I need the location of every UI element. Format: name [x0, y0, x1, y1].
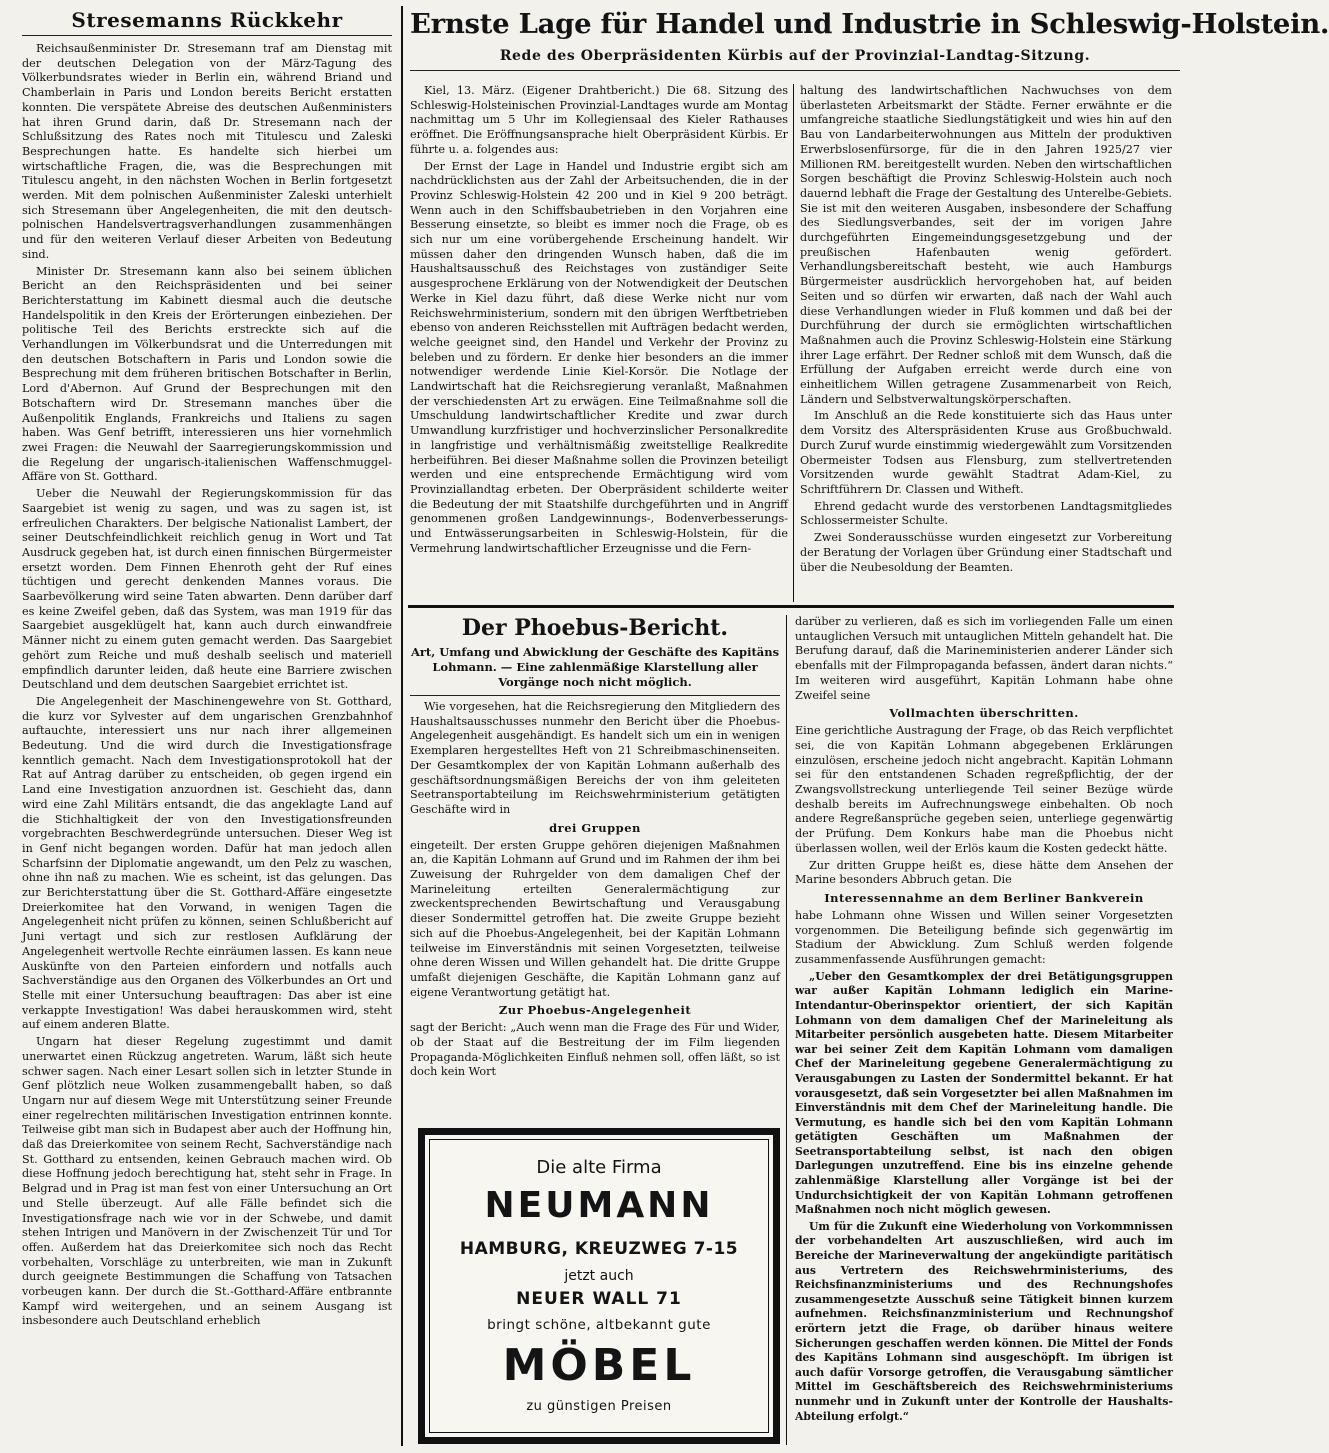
article-phoebus-continued [795, 615, 1173, 1445]
paragraph: Reichsaußenminister Dr. Stresemann traf am Dienstag mit der deutschen Delegation von der März-Tagung des Völkerbundsrates wieder in Berlin ein, während Briand und Chamberlain in Paris und London bereits Bericht erstatten konnten. Die verspätete Abreise des deutschen Außenministers hat ihren Grund darin, daß Dr. Stresemann nach der Schlußsitzung des Rates noch mit Titulescu und Zaleski Besprechungen hatte. Es handelte sich hierbei um wirtschaftliche Fragen, die, was die Besprechungen mit Titulescu angeht, in den nächsten Wochen in Berlin fortgesetzt werden. Mit dem polnischen Außenminister Zaleski unterhielt sich Stresemann über Angelegenheiten, die mit den deutsch-polnischen Handelsvertragsverhandlungen zusammenhängen und für den weiteren Verlauf dieser Arbeiten von Bedeutung sind. [22, 42, 392, 261]
paragraph: sagt der Bericht: „Auch wenn man die Frage des Für und Wider, ob der Staat auf die Bestreitung der im Film liegenden Propaganda-Möglichkeiten Einfluß nehmen soll, offen läßt, so ist doch kein Wort [410, 1021, 780, 1079]
paragraph: habe Lohmann ohne Wissen und Willen seiner Vorgesetzten vorgenommen. Die Beteiligung befinde sich gegenwärtig im Stadium der Abwicklung. Zum Schluß werden folgende zusammenfassende Ausführungen gemacht: [795, 908, 1173, 967]
paragraph: darüber zu verlieren, daß es sich im vorliegenden Falle um einen untauglichen Versuch mit untauglichen Mitteln gehandelt hat. Die Berufung darauf, daß die Marineministerien anderer Länder sich ebenfalls mit der Filmpropaganda befassen, ändert daran nichts.“ Im weiteren wird ausgeführt, Kapitän Lohmann habe ohne Zweifel seine [795, 615, 1173, 702]
paragraph: Zur dritten Gruppe heißt es, diese hätte dem Ansehen der Marine besonders Abbruch getan. Die [795, 858, 1173, 887]
paragraph: Wie vorgesehen, hat die Reichsregierung den Mitgliedern des Haushaltsausschusses nunmehr den Bericht über die Phoebus-Angelegenheit ausgehändigt. Es handelt sich um ein in wenigen Exemplaren hergestelltes Heft von 21 Schreibmaschinenseiten. Der Gesamtkomplex der von Kapitän Lohmann außerhalb des geschäftsordnungsmäßigen Bereichs der von ihm geleiteten Seetransportabteilung im Reichswehrministerium getätigten Geschäfte wird in [410, 700, 780, 816]
paragraph: Zwei Sonderausschüsse wurden eingesetzt zur Vorbereitung der Beratung der Vorlagen über Gründung einer Stadtschaft und über die Neubesoldung der Beamten. [800, 531, 1172, 574]
paragraph: Eine gerichtliche Austragung der Frage, ob das Reich verpflichtet sei, die von Kapitän Lohmann abgegebenen Erklärungen einzulösen, erscheine jedoch nicht angebracht. Kapitän Lohmann sei für den entstandenen Schaden regreßpflichtig, der der Zwangsvollstreckung unterliegende Teil seiner Bezüge würde deshalb bereits im Aufrechnungswege einbehalten. Ob noch andere Regreßansprüche gegeben seien, unterliege gegenwärtig der Prüfung. Dem Konkurs habe man die Phoebus nicht überlassen wollen, weil der Erlös kaum die Kosten gedeckt hätte. [795, 724, 1173, 855]
paragraph: Der Ernst der Lage in Handel und Industrie ergibt sich am nachdrücklichsten aus der Zahl der Arbeitsuchenden, die in der Provinz Schleswig-Holstein 42 200 und in Kiel 9 200 beträgt. Wenn auch in den Schiffsbaubetrieben in den Vorjahren eine Besserung einsetzte, so bleibt es immer noch die Frage, ob es sich nur um eine vorübergehende Erscheinung handelt. Wir müssen daher den dringenden Wunsch haben, daß die im Haushaltsausschuß des Reichstages von zuständiger Seite ausgesprochene Erklärung von der Notwendigkeit der Deutschen Werke in Kiel dazu führt, daß diese Werke nicht nur vom Reichswehrministerium, sondern mit den übrigen Werftbetrieben ebenso von anderen Reichsstellen mit Aufträgen bedacht werden, welche geeignet sind, den Handel und Verkehr der Provinz zu beleben und zu fördern. Er denke hier besonders an die immer notwendiger werdende Linie Kiel-Korsör. Die Notlage der Landwirtschaft hat die Reichsregierung veranlaßt, Maßnahmen der verschiedensten Art zu erwägen. Eine Teilmaßnahme soll die Umschuldung landwirtschaftlicher Kredite und zwar durch Umwandlung kurzfristiger und hochverzinslicher Personalkredite in langfristige und verhältnismäßig zweitstellige Realkredite herbeiführen. Bei dieser Maßnahme sollen die Provinzen beteiligt werden und eine entsprechende Ermächtigung wird vom Provinziallandtag erbeten. Der Oberpräsident schilderte weiter die Bedeutung der mit Staatshilfe durchgeführten und in Angriff genommenen großen Landgewinnungs-, Bodenverbesserungs- und Entwässerungsarbeiten in Schleswig-Holstein, für die Vermehrung landwirtschaftlicher Erzeugnisse und die Fern- [410, 159, 788, 555]
column-divider [793, 84, 794, 602]
subheading: Zur Phoebus-Angelegenheit [498, 1003, 692, 1018]
quote-paragraph: „Ueber den Gesamtkomplex der drei Betätigungsgruppen war außer Kapitän Lohmann lediglich ein Marine-Intendantur-Oberinspektor orientiert, der sich Kapitän Lohmann von dem damaligen Chef der Marineleitung als Mitarbeiter persönlich ausgebeten hatte. Diesem Mitarbeiter war bei seiner Zeit dem Kapitän Lohmann vom damaligen Chef der Marineleitung gegebene Generalermächtigung zu Verausgabungen zu Lasten der Sondermittel bekannt. Er hat vorausgesetzt, daß sein Vorgesetzter bei allen Maßnahmen im Einverständnis mit dem Chef der Marineleitung handle. Die Vermutung, es handle sich bei den vom Kapitän Lohmann getätigten Geschäften um Maßnahmen der Seetransportabteilung selbst, ist nach den obigen Darlegungen unzutreffend. Eine bis ins einzelne gehende zahlenmäßige Klarstellung aller Vorgänge ist bei der Undurchsichtigkeit der von Kapitän Lohmann getroffenen Maßnahmen noch nicht möglich gewesen. [795, 969, 1173, 1217]
article-stresemann [22, 8, 392, 1448]
article-title: Stresemanns Rückkehr [22, 8, 392, 36]
ad-line: jetzt auch [564, 1268, 634, 1284]
ad-line: Die alte Firma [536, 1157, 662, 1178]
article-body [410, 700, 780, 1100]
main-headline: Ernste Lage für Handel und Industrie in Schleswig-Holstein. [410, 8, 1329, 40]
subheading: Interessennahme an dem Berliner Bankverein [824, 890, 1144, 905]
subheading: Vollmachten überschritten. [889, 706, 1079, 721]
section-divider [408, 605, 1174, 608]
ad-product: MÖBEL [502, 1340, 696, 1391]
paragraph: Ehrend gedacht wurde des verstorbenen Landtagsmitgliedes Schlossermeister Schulte. [800, 499, 1172, 528]
article-title: Der Phoebus-Bericht. [461, 615, 729, 641]
paragraph: Ueber die Neuwahl der Regierungskommission für das Saargebiet ist wenig zu sagen, und was zu sagen ist, ist erfreulichen Charakters. Der belgische Nationalist Lambert, der seiner Deutschfeindlichkeit reichlich genug in Wort und Tat Ausdruck gegeben hat, ist durch einen finnischen Bürgermeister ersetzt worden. Dem Finnen Ehenroth geht der Ruf eines tüchtigen und gerecht denkenden Mannes voraus. Die Saarbevölkerung wird seine Taten abwarten. Denn darüber darf es keine Zweifel geben, daß das System, was man 1919 für das Saargebiet ausgeklügelt hat, kann auch durch einwandfreie Männer nicht zu einem guten gemacht werden. Das Saargebiet gehört zum Reiche und muß deshalb seelisch und materiell empfindlich darunter leiden, daß heute eine Barriere zwischen Deutschland und dem deutschen Saargebiet errichtet ist. [22, 487, 392, 692]
ad-address-2: NEUER WALL 71 [516, 1289, 682, 1309]
quote-paragraph: Um für die Zukunft eine Wiederholung von Vorkommnissen der vorbehandelten Art auszuschließen, wird auch im Bereiche der Marineverwaltung der angekündigte paritätisch aus Vertretern des Reichswehrministeriums, des Reichsfinanzministeriums und des Rechnungshofes zusammengesetzte Ausschuß seine Tätigkeit binnen kurzem aufnehmen. Reichsfinanzministerium und Rechnungshof erörtern jetzt die Frage, ob darüber hinaus weitere Sicherungen geschaffen werden können. Die Mittel der Fonds des Kapitäns Lohmann sind ausgeschöpft. Im übrigen ist auch dafür Vorsorge getroffen, die Verausgabung sämtlicher Mittel im Geschäftsbereich des Reichswehrministeriums nunmehr und in Zukunft unter der Kontrolle der Haushalts-Abteilung erfolgt.“ [795, 1219, 1173, 1423]
ad-line: zu günstigen Preisen [526, 1399, 672, 1414]
paragraph: Kiel, 13. März. (Eigener Drahtbericht.) Die 68. Sitzung des Schleswig-Holsteinischen Provinzial-Landtages wurde am Montag nachmittag um 5 Uhr im Kollegiensaal des Kieler Rathauses eröffnet. Die Eröffnungsansprache hielt Oberpräsident Kürbis. Er führte u. a. folgendes aus: [410, 84, 788, 156]
ad-line: bringt schöne, altbekannt gute [487, 1317, 711, 1333]
main-article-column-a [410, 84, 788, 602]
main-article-column-b [800, 84, 1172, 602]
paragraph: Ungarn hat dieser Regelung zugestimmt und damit unerwartet einen Rückzug angetreten. Warum, läßt sich heute schwer sagen. Nach einer Lesart sollen sich in letzter Stunde in Genf plötzlich neue Wolken zusammengeballt haben, so daß Ungarn nur auf diesem Wege mit Unterstützung seiner Freunde einer regelrechten militärischen Investigation entrinnen konnte. Teilweise gibt man sich in Budapest aber auch der Hoffnung hin, daß das Dreierkomitee von seinem Recht, Sachverständige nach St. Gotthard zu entsenden, keinen Gebrauch machen wird. Ob diese Hoffnung jedoch berechtigung hat, steht sehr in Frage. In Belgrad und in Prag ist man fest von einer Untersuchung an Ort und Stelle überzeugt. Auf alle Fälle befindet sich die Investigationsfrage nach wie vor in der Schwebe, und damit stehen Intrigen und Manövern in der Zwischenzeit Tür und Tor offen. Außerdem hat das Dreierkomitee sich noch das Recht vorbehalten, Vorschläge zu unterbreiten, wie man in Zukunft durch geeignete Bestimmungen die Schaffung von Tatsachen vorbeugen kann. Der durch die St.-Gotthard-Affäre entbrannte Kampf wird weitergehen, und an seinem Ausgang ist insbesondere auch Deutschland erheblich [22, 1035, 392, 1328]
paragraph: Minister Dr. Stresemann kann also bei seinem üblichen Bericht an den Reichspräsidenten und bei seiner Berichterstattung im Kabinett diesmal auch die deutsche Handelspolitik in den Kreis der Erörterungen einbeziehen. Der politische Teil des Berichts erstreckte sich auf die Verhandlungen im Völkerbundsrat und die Unterredungen mit den deutschen Botschaftern in Paris und London sowie die Besprechung mit dem früheren britischen Botschafter in Berlin, Lord d'Abernon. Auf Grund der Besprechungen mit den Botschaftern wird Dr. Stresemann manches über die Außenpolitik Englands, Frankreichs und Italiens zu sagen haben. Was Genf betrifft, interessieren uns hier vornehmlich zwei Fragen: die Neuwahl der Saarregierungskommission und die Regelung der ungarisch-italienischen Waffenschmuggel-Affäre von St. Gotthard. [22, 264, 392, 484]
ad-address: HAMBURG, KREUZWEG 7-15 [459, 1239, 739, 1259]
paragraph: Die Angelegenheit der Maschinengewehre von St. Gotthard, die kurz vor Sylvester auf dem ungarischen Grenzbahnhof auftauchte, interessiert uns nur nach ihrer allgemeinen Bedeutung. Und die wird durch die Investigationsfrage kenntlich gemacht. Nach dem Investigationsprotokoll hat der Rat auf Antrag darüber zu entscheiden, ob gegen irgend ein Land eine Investigation anzuordnen ist. Geschieht das, dann wird eine Zahl Militärs entsandt, die das angeklagte Land auf die Stichhaltigkeit der von den Investigationsfreunden vorgebrachten Beschwerdegründe untersuchen. Dieser Weg ist in Genf nicht begangen worden. Dafür hat man jedoch allen Scharfsinn der Diplomatie angewandt, um den Pelz zu waschen, ohne ihn naß zu machen. Wie es scheint, ist das gelungen. Das zur Berichterstattung über die St. Gotthard-Affäre eingesetzte Dreierkomitee hat den Vorwand, in wenigen Tagen die Angelegenheit nicht prüfen zu können, seinen Schlußbericht auf Juni vertagt und sich zur restlosen Aufklärung der Angelegenheit wertvolle Rechte einräumen lassen. Es kann neue Auskünfte von den Parteien einfordern und notfalls auch Sachverständige aus den Organen des Völkerbundes an Ort und Stelle mit einer Untersuchung beauftragen: Das aber ist eine verkappte Investigation! Was dabei herauskommen wird, steht auf einem anderen Blatte. [22, 694, 392, 1032]
article-lead: Art, Umfang und Abwicklung der Geschäfte des Kapitäns Lohmann. — Eine zahlenmäßige Klarstellung aller Vorgänge noch nicht möglich. [410, 645, 780, 696]
paragraph: haltung des landwirtschaftlichen Nachwuchses von dem überlasteten Arbeitsmarkt der Städte. Ferner erwähnte er die umfangreiche staatliche Siedlungstätigkeit und wies hin auf den Bau von Landarbeiterwohnungen aus Mitteln der produktiven Erwerbslosenfürsorge, für die in den Jahren 1925/27 vier Millionen RM. bereitgestellt wurden. Neben den wirtschaftlichen Sorgen beschäftigt die Provinz Schleswig-Holstein auch noch dauernd lebhaft die Frage der Gestaltung des Unterelbe-Gebiets. Sie ist mit den weiteren Ausgaben, insbesondere der Schaffung des Siedlungsverbandes, seit der im vorigen Jahre durchgeführten Eingemeindungsgesetzgebung und der preußischen Hafenbauten wenig gefördert. Verhandlungsbereitschaft besteht, wie auch Hamburgs Bürgermeister ausdrücklich hervorgehoben hat, auf beiden Seiten und so dürfen wir erwarten, daß nach der Wahl auch diese Verhandlungen wieder in Fluß kommen und daß bei der Durchführung der durch sie ermöglichten wirtschaftlichen Maßnahmen auch die Provinz Schleswig-Holstein eine Stärkung ihrer Lage erfährt. Der Redner schloß mit dem Wunsch, daß die Erfüllung der Aufgaben erreicht werde durch eine von einheitlichem Willen getragene Zusammenarbeit von Reich, Ländern und Selbstverwaltungskörperschaften. [800, 84, 1172, 406]
article-phoebus [410, 615, 780, 1123]
article-body [22, 42, 392, 1329]
subheading: drei Gruppen [549, 820, 641, 835]
ad-company-name: NEUMANN [484, 1185, 714, 1226]
advertisement-neumann [418, 1128, 780, 1444]
main-subheadline: Rede des Oberpräsidenten Kürbis auf der Provinzial-Landtag-Sitzung. [410, 48, 1180, 71]
column-divider [786, 615, 787, 1445]
paragraph: Im Anschluß an die Rede konstituierte sich das Haus unter dem Vorsitz des Alterspräsidenten Kruse aus Großbuchwald. Durch Zuruf wurde einstimmig wiedergewählt zum Vorsitzenden Obermeister Todsen aus Flensburg, zum stellvertretenden Vorsitzenden wurde gewählt Stadtrat Adam-Kiel, zu Schriftführern Dr. Classen und Witheft. [800, 409, 1172, 496]
column-divider [401, 6, 403, 1446]
paragraph: eingeteilt. Der ersten Gruppe gehören diejenigen Maßnahmen an, die Kapitän Lohmann auf Grund und im Rahmen der ihm bei Zuweisung der Ruhrgelder von dem damaligen Chef der Marineleitung erteilten Generalermächtigung zur zweckentsprechenden Bewirtschaftung und Verausgabung dieser Sondermittel getroffen hat. Die zweite Gruppe bezieht sich auf die Phoebus-Angelegenheit, bei der Kapitän Lohmann teilweise im Einverständnis mit seinen Vorgesetzten, teilweise ohne deren Wissen und Willen gehandelt hat. Die dritte Gruppe umfaßt diejenigen Geschäfte, die Kapitän Lohmann ganz auf eigene Verantwortung getätigt hat. [410, 838, 780, 999]
